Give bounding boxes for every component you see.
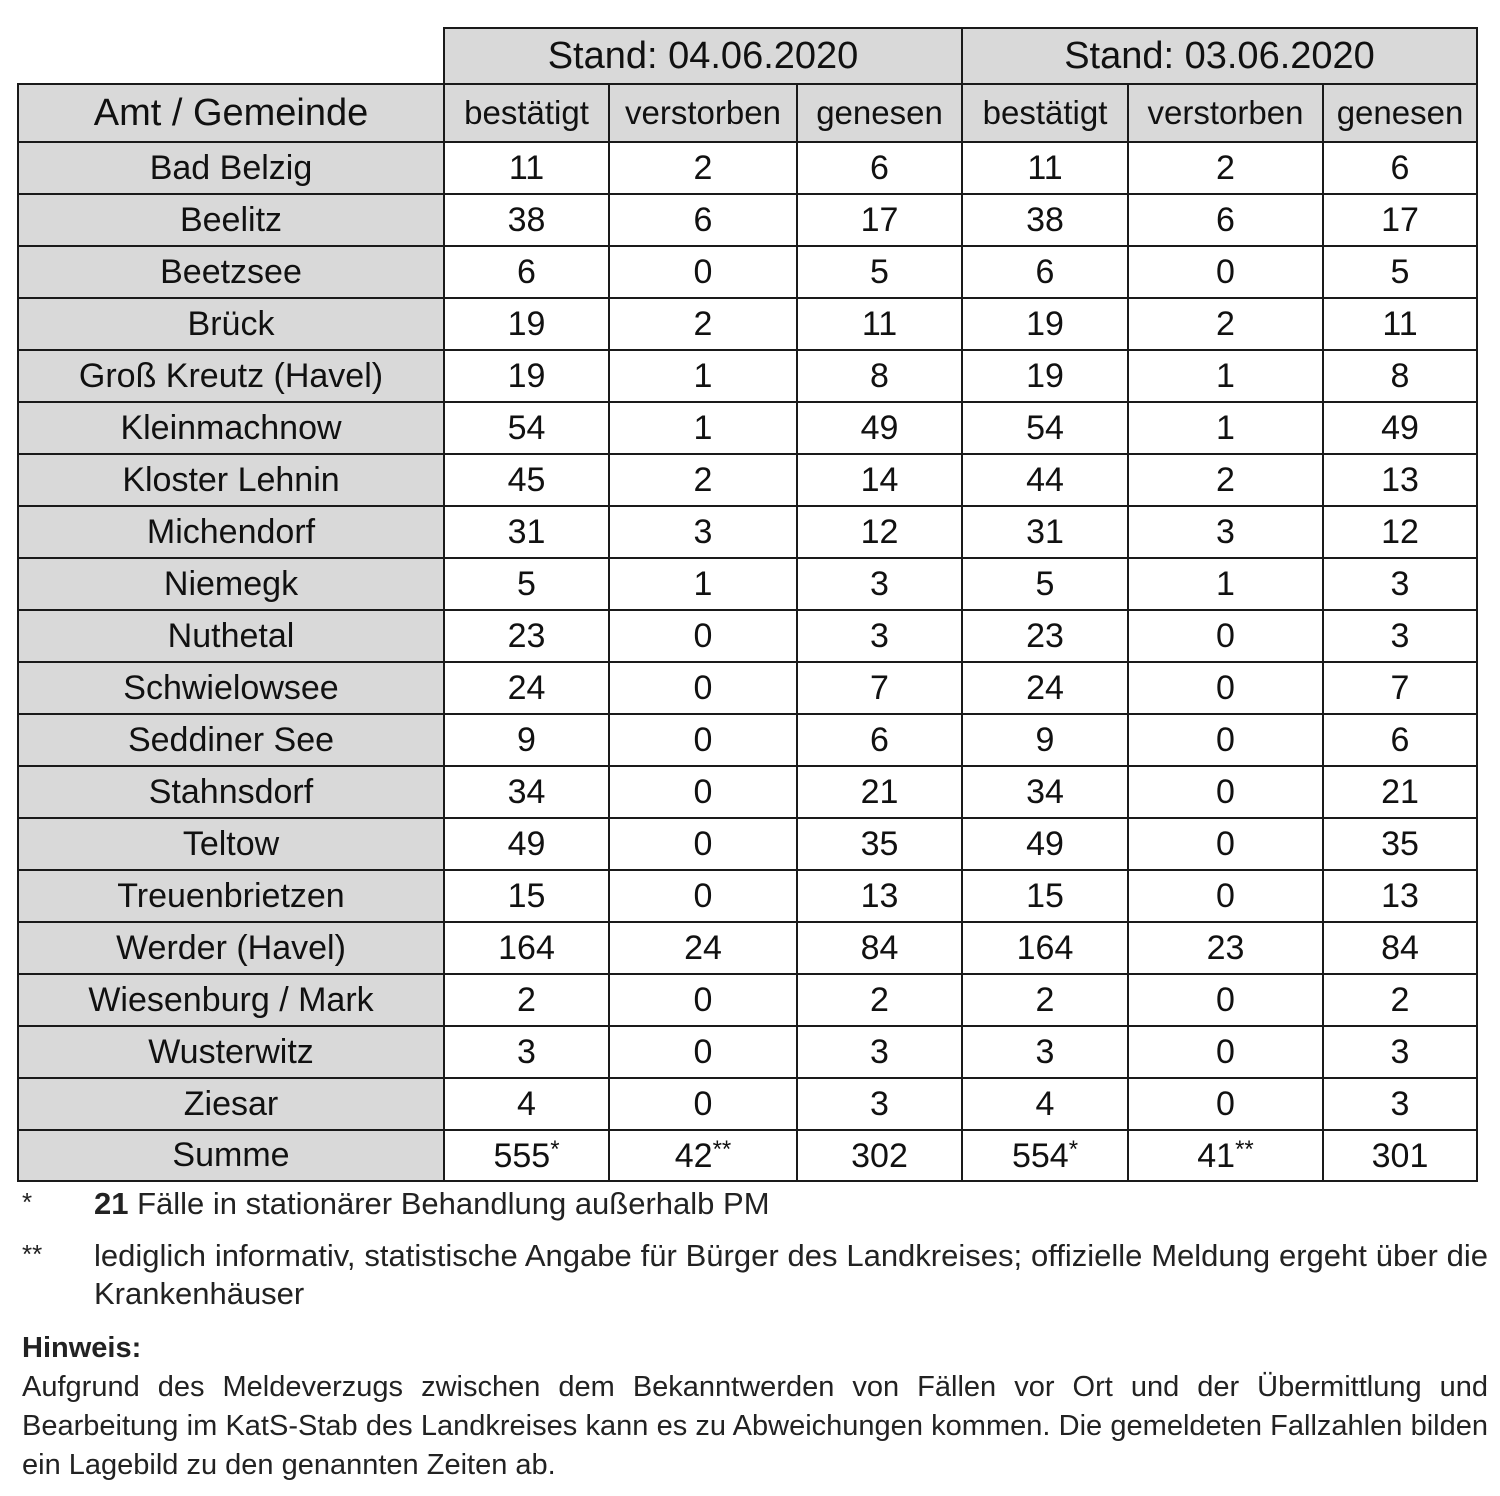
table-row	[18, 1026, 1477, 1078]
table-row	[18, 818, 1477, 870]
value-cell: 0	[609, 610, 797, 662]
table-row	[18, 402, 1477, 454]
sum-label: Summe	[18, 1130, 444, 1181]
municipality-name: Treuenbrietzen	[18, 870, 444, 922]
value-cell: 2	[1128, 298, 1323, 350]
footnote-body: lediglich informativ, statistische Angabe für Bürger des Landkreises; offizielle Meldung ergeht über die Krankenhäuser	[94, 1238, 1488, 1311]
value-cell: 2	[797, 974, 962, 1026]
col-header-verstorben: verstorben	[609, 84, 797, 142]
value-cell: 23	[444, 610, 609, 662]
value-cell: 38	[962, 194, 1128, 246]
value-cell: 13	[797, 870, 962, 922]
table-row	[18, 454, 1477, 506]
sum-value: 555	[493, 1136, 551, 1175]
municipality-name: Schwielowsee	[18, 662, 444, 714]
value-cell: 6	[609, 194, 797, 246]
municipality-name: Wiesenburg / Mark	[18, 974, 444, 1026]
value-cell: 31	[444, 506, 609, 558]
value-cell: 1	[609, 350, 797, 402]
value-cell: 31	[962, 506, 1128, 558]
value-cell: 34	[444, 766, 609, 818]
value-cell: 17	[1323, 194, 1477, 246]
footnote-text	[94, 1237, 1488, 1313]
sum-cell	[444, 1130, 609, 1181]
value-cell: 9	[444, 714, 609, 766]
municipality-name: Brück	[18, 298, 444, 350]
value-cell: 6	[1323, 714, 1477, 766]
value-cell: 3	[797, 1026, 962, 1078]
value-cell: 49	[962, 818, 1128, 870]
value-cell: 5	[1323, 246, 1477, 298]
value-cell: 84	[797, 922, 962, 974]
table-row	[18, 506, 1477, 558]
value-cell: 3	[797, 610, 962, 662]
value-cell: 0	[609, 974, 797, 1026]
value-cell: 6	[962, 246, 1128, 298]
municipality-name: Seddiner See	[18, 714, 444, 766]
value-cell: 1	[609, 558, 797, 610]
value-cell: 6	[444, 246, 609, 298]
value-cell: 54	[962, 402, 1128, 454]
table-row	[18, 870, 1477, 922]
value-cell: 4	[444, 1078, 609, 1130]
value-cell: 2	[609, 298, 797, 350]
value-cell: 13	[1323, 454, 1477, 506]
value-cell: 2	[609, 142, 797, 194]
value-cell: 11	[444, 142, 609, 194]
period-header-previous: Stand: 03.06.2020	[962, 28, 1477, 84]
value-cell: 3	[609, 506, 797, 558]
value-cell: 17	[797, 194, 962, 246]
value-cell: 45	[444, 454, 609, 506]
value-cell: 3	[1323, 558, 1477, 610]
value-cell: 49	[1323, 402, 1477, 454]
footnote-double-star	[22, 1237, 1488, 1313]
hint-section	[22, 1330, 1488, 1485]
value-cell: 0	[609, 714, 797, 766]
municipality-name: Michendorf	[18, 506, 444, 558]
col-header-bestaetigt: bestätigt	[962, 84, 1128, 142]
hint-title: Hinweis:	[22, 1332, 142, 1364]
municipality-name: Wusterwitz	[18, 1026, 444, 1078]
value-cell: 0	[609, 766, 797, 818]
value-cell: 0	[1128, 662, 1323, 714]
footnotes	[22, 1185, 1488, 1313]
value-cell: 12	[797, 506, 962, 558]
municipality-name: Beetzsee	[18, 246, 444, 298]
value-cell: 5	[962, 558, 1128, 610]
value-cell: 11	[1323, 298, 1477, 350]
table-row	[18, 662, 1477, 714]
table-row	[18, 350, 1477, 402]
sum-cell	[962, 1130, 1128, 1181]
value-cell: 3	[444, 1026, 609, 1078]
table-row	[18, 610, 1477, 662]
value-cell: 1	[609, 402, 797, 454]
value-cell: 2	[444, 974, 609, 1026]
value-cell: 3	[1323, 610, 1477, 662]
footnote-body: Fälle in stationärer Behandlung außerhalb PM	[128, 1186, 770, 1221]
value-cell: 3	[962, 1026, 1128, 1078]
value-cell: 2	[1323, 974, 1477, 1026]
value-cell: 0	[1128, 870, 1323, 922]
value-cell: 19	[444, 350, 609, 402]
table-row	[18, 194, 1477, 246]
value-cell: 0	[1128, 818, 1323, 870]
value-cell: 49	[444, 818, 609, 870]
footnote-text	[94, 1185, 1488, 1223]
value-cell: 2	[1128, 142, 1323, 194]
value-cell: 164	[962, 922, 1128, 974]
value-cell: 3	[1128, 506, 1323, 558]
municipality-name: Teltow	[18, 818, 444, 870]
table-row	[18, 246, 1477, 298]
table-row	[18, 922, 1477, 974]
value-cell: 0	[1128, 610, 1323, 662]
hint-text: Aufgrund des Meldeverzugs zwischen dem Bekanntwerden von Fällen vor Ort und der Übermittlung und Bearbeitung im KatS-Stab des Landkreises kann es zu Abweichungen kommen. Die gemeldeten Fallzahlen bilden ein Lagebild zu den genannten Zeiten ab.	[22, 1371, 1488, 1481]
value-cell: 0	[609, 870, 797, 922]
value-cell: 7	[1323, 662, 1477, 714]
value-cell: 21	[1323, 766, 1477, 818]
value-cell: 24	[609, 922, 797, 974]
value-cell: 49	[797, 402, 962, 454]
footnote-bold-count: 21	[94, 1186, 129, 1221]
value-cell: 5	[797, 246, 962, 298]
value-cell: 7	[797, 662, 962, 714]
value-cell: 0	[609, 1078, 797, 1130]
sum-value: 41	[1197, 1136, 1236, 1175]
municipality-name: Kleinmachnow	[18, 402, 444, 454]
value-cell: 34	[962, 766, 1128, 818]
value-cell: 3	[1323, 1078, 1477, 1130]
value-cell: 11	[962, 142, 1128, 194]
value-cell: 0	[1128, 1026, 1323, 1078]
municipality-name: Stahnsdorf	[18, 766, 444, 818]
municipality-name: Werder (Havel)	[18, 922, 444, 974]
footnote-single-star	[22, 1185, 1488, 1223]
value-cell: 0	[609, 246, 797, 298]
value-cell: 6	[1323, 142, 1477, 194]
sum-cell	[609, 1130, 797, 1181]
municipality-name: Niemegk	[18, 558, 444, 610]
value-cell: 23	[1128, 922, 1323, 974]
value-cell: 2	[1128, 454, 1323, 506]
footnote-marker: **	[22, 1239, 43, 1269]
value-cell: 35	[797, 818, 962, 870]
value-cell: 1	[1128, 402, 1323, 454]
table-row	[18, 142, 1477, 194]
municipality-name: Groß Kreutz (Havel)	[18, 350, 444, 402]
col-header-genesen: genesen	[1323, 84, 1477, 142]
value-cell: 13	[1323, 870, 1477, 922]
value-cell: 3	[797, 558, 962, 610]
value-cell: 6	[797, 142, 962, 194]
value-cell: 5	[444, 558, 609, 610]
value-cell: 8	[797, 350, 962, 402]
value-cell: 8	[1323, 350, 1477, 402]
municipality-name: Ziesar	[18, 1078, 444, 1130]
table-row	[18, 974, 1477, 1026]
sum-value: 302	[851, 1136, 908, 1175]
value-cell: 44	[962, 454, 1128, 506]
municipality-name: Bad Belzig	[18, 142, 444, 194]
value-cell: 0	[609, 1026, 797, 1078]
footnote-mark: **	[1235, 1135, 1254, 1163]
sum-value: 301	[1371, 1136, 1429, 1175]
value-cell: 0	[1128, 246, 1323, 298]
value-cell: 1	[1128, 350, 1323, 402]
value-cell: 0	[609, 818, 797, 870]
sum-row	[18, 1130, 1477, 1181]
value-cell: 0	[609, 662, 797, 714]
value-cell: 2	[962, 974, 1128, 1026]
value-cell: 2	[609, 454, 797, 506]
table-row	[18, 298, 1477, 350]
table-row	[18, 714, 1477, 766]
value-cell: 6	[1128, 194, 1323, 246]
value-cell: 14	[797, 454, 962, 506]
table-row	[18, 558, 1477, 610]
municipality-name: Beelitz	[18, 194, 444, 246]
value-cell: 164	[444, 922, 609, 974]
value-cell: 4	[962, 1078, 1128, 1130]
value-cell: 0	[1128, 1078, 1323, 1130]
value-cell: 23	[962, 610, 1128, 662]
period-header-current: Stand: 04.06.2020	[444, 28, 962, 84]
footnote-marker: *	[22, 1187, 33, 1217]
value-cell: 3	[797, 1078, 962, 1130]
footnote-mark: *	[1068, 1135, 1079, 1163]
value-cell: 35	[1323, 818, 1477, 870]
value-cell: 11	[797, 298, 962, 350]
value-cell: 21	[797, 766, 962, 818]
case-statistics-table	[17, 27, 1478, 1182]
sum-cell	[1128, 1130, 1323, 1181]
table-row	[18, 766, 1477, 818]
header-blank-cell	[18, 28, 444, 84]
value-cell: 0	[1128, 766, 1323, 818]
col-header-bestaetigt: bestätigt	[444, 84, 609, 142]
table-body	[18, 142, 1477, 1130]
value-cell: 19	[962, 350, 1128, 402]
municipality-name: Kloster Lehnin	[18, 454, 444, 506]
value-cell: 19	[962, 298, 1128, 350]
value-cell: 1	[1128, 558, 1323, 610]
value-cell: 9	[962, 714, 1128, 766]
sum-value: 42	[674, 1136, 713, 1175]
value-cell: 38	[444, 194, 609, 246]
sum-cell	[797, 1130, 962, 1181]
sum-cell	[1323, 1130, 1477, 1181]
value-cell: 24	[444, 662, 609, 714]
footnote-mark: *	[550, 1135, 560, 1163]
value-cell: 15	[962, 870, 1128, 922]
value-cell: 6	[797, 714, 962, 766]
value-cell: 0	[1128, 714, 1323, 766]
row-header-amt-gemeinde: Amt / Gemeinde	[18, 84, 444, 142]
value-cell: 0	[1128, 974, 1323, 1026]
table-row	[18, 1078, 1477, 1130]
sum-value: 554	[1011, 1136, 1069, 1175]
municipality-name: Nuthetal	[18, 610, 444, 662]
value-cell: 15	[444, 870, 609, 922]
value-cell: 12	[1323, 506, 1477, 558]
value-cell: 84	[1323, 922, 1477, 974]
value-cell: 3	[1323, 1026, 1477, 1078]
value-cell: 54	[444, 402, 609, 454]
value-cell: 19	[444, 298, 609, 350]
value-cell: 24	[962, 662, 1128, 714]
col-header-genesen: genesen	[797, 84, 962, 142]
footnote-mark: **	[712, 1135, 732, 1163]
col-header-verstorben: verstorben	[1128, 84, 1323, 142]
